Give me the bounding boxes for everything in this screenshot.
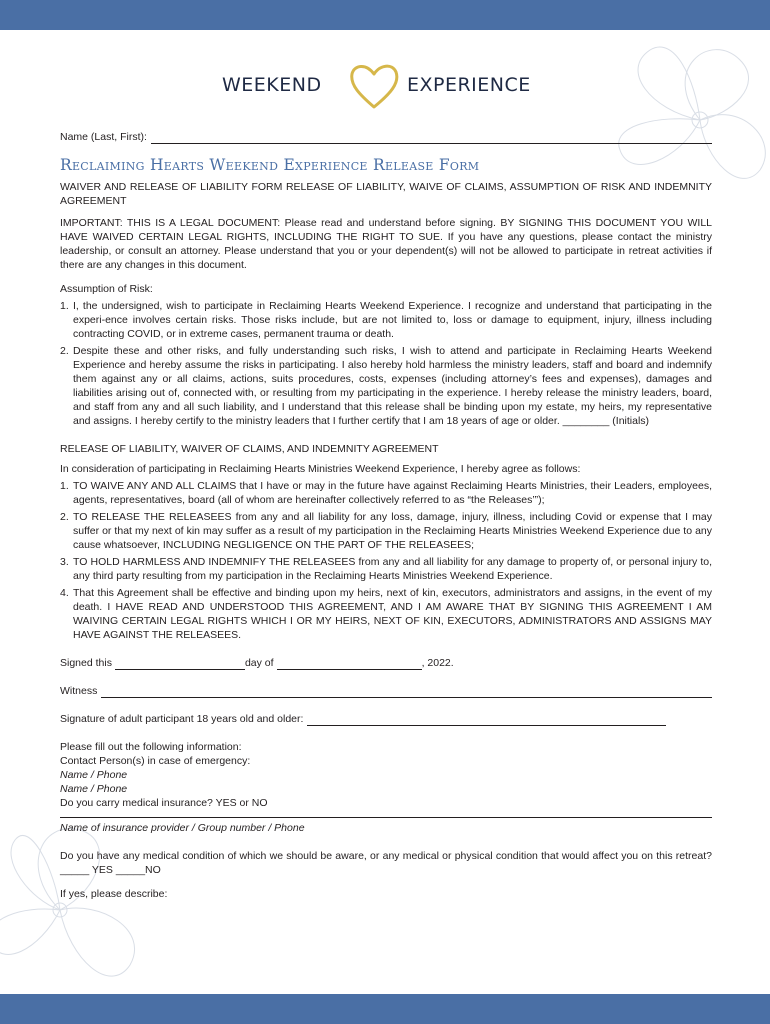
signature-label: Signature of adult participant 18 years old and older: [60, 713, 304, 725]
release-intro: In consideration of participating in Reclaiming Hearts Ministries Weekend Experience, I hereby agree as follows: [60, 463, 581, 475]
day-of-label: day of [244, 657, 274, 669]
risk-heading: Assumption of Risk: [60, 283, 153, 295]
medical-question: Do you have any medical condition of which we should be aware, or any medical or physical condition that would affect you on this retreat? _____ YES _____NO [60, 850, 712, 876]
release-form [60, 122, 712, 901]
name-input-line[interactable] [151, 131, 712, 144]
year-label: , 2022. [421, 657, 454, 669]
risk-list [60, 299, 712, 428]
release-heading: RELEASE OF LIABILITY, WAIVER OF CLAIMS, AND INDEMNITY AGREEMENT [60, 443, 439, 455]
insurance-detail-field[interactable]: Name of insurance provider / Group number / Phone [60, 822, 305, 834]
name-label: Name (Last, First): [60, 131, 147, 143]
signature-row [60, 712, 712, 726]
witness-row [60, 684, 712, 698]
heart-icon [346, 61, 402, 111]
signed-date-row [60, 656, 712, 670]
describe-label: If yes, please describe: [60, 888, 168, 900]
insurance-question: Do you carry medical insurance? YES or NO [60, 797, 268, 809]
logo [0, 56, 770, 112]
list-item: 1. I, the undersigned, wish to participate in Reclaiming Hearts Weekend Experience. I recognize and understand that participating in the experi-ence involves certain risks. Those risks include, but are not limited to, loss or damage to equipment, injury, illness including contracting COVID, or in extreme cases, permanent trauma or death. [60, 300, 712, 340]
list-item: 2. TO RELEASE THE RELEASEES from any and all liability for any loss, damage, injury, illness, including Covid or expense that I may suffer or that my next of kin may suffer as a result of my participation in the Reclaiming Hearts Ministries Weekend Experience due to any cause whatsoever, INCLUDING NEGLIGENCE ON THE PART OF THE RELEASEES; [60, 511, 712, 551]
day-input-line[interactable] [115, 658, 245, 670]
list-item: 2. Despite these and other risks, and fully understanding such risks, I wish to attend and participate in Reclaiming Hearts Weekend Experience and hereby assume the risks in participating. I also hereby hold harmless the ministry leaders, staff and board and indemnify them against any or all claims, actions, suits procedures, costs, expenses (including attorney’s fees and expenses), damages and liabilities arising out of, connected with, or resulting from my participating in the experience. I hereby release the ministry leaders, board, and staff from any and all such liability, and I understand that this release shall be binding upon my estate, my heirs, my representative and assigns. I hereby certify to the ministry leaders that I further certify that I am 18 years of age or older. ________ (Initials) [60, 345, 712, 427]
contacts-label: Contact Person(s) in case of emergency: [60, 755, 251, 767]
release-list [60, 479, 712, 642]
logo-word-experience: EXPERIENCE [407, 74, 531, 96]
bottom-color-bar [0, 994, 770, 1024]
month-input-line[interactable] [277, 658, 422, 670]
contact-1-field[interactable]: Name / Phone [60, 769, 128, 781]
divider [60, 816, 712, 818]
list-item: 3. TO HOLD HARMLESS AND INDEMNIFY THE RELEASEES from any and all liability for any damage to property of, or personal injury to, any third party resulting from my participation in the Reclaiming Hearts Ministries Weekend Experience. [60, 556, 712, 582]
signature-input-line[interactable] [307, 713, 666, 726]
important-notice: IMPORTANT: THIS IS A LEGAL DOCUMENT: Please read and understand before signing. BY SIGNING THIS DOCUMENT YOU WILL HAVE WAIVED CERTAIN LEGAL RIGHTS, INCLUDING THE RIGHT TO SUE. If you have any questions, please contact the ministry leadership, or consult an attorney. Please understand that you or your dependent(s) will not be allowed to participate in retreat activities if there are any changes in this document. [60, 217, 712, 271]
name-field-row [60, 130, 712, 144]
fill-intro: Please fill out the following information: [60, 741, 242, 753]
witness-input-line[interactable] [101, 685, 712, 698]
signed-this-label: Signed this [60, 657, 112, 669]
top-color-bar [0, 0, 770, 30]
waiver-heading: WAIVER AND RELEASE OF LIABILITY FORM RELEASE OF LIABILITY, WAIVE OF CLAIMS, ASSUMPTION OF RISK AND INDEMNITY AGREEMENT [60, 181, 712, 207]
list-item: 1. TO WAIVE ANY AND ALL CLAIMS that I have or may in the future have against Reclaiming Hearts Ministries, their Leaders, employees, agents, representatives, board (all of whom are hereinafter collectively referred to as “the Releases’”); [60, 480, 712, 506]
form-title: Reclaiming Hearts Weekend Experience Release Form [60, 156, 480, 174]
logo-word-weekend: WEEKEND [222, 74, 322, 96]
list-item: 4. That this Agreement shall be effective and binding upon my heirs, next of kin, executors, administrators and assigns, in the event of my death. I HAVE READ AND UNDERSTOOD THIS AGREEMENT, AND I AM AWARE THAT BY SIGNING THIS AGREEMENT I AM WAIVING CERTAIN LEGAL RIGHTS WHICH I OR MY HEIRS, NEXT OF KIN, EXECUTORS, ADMINISTRATORS AND ASSIGNS MAY HAVE AGAINST THE RELEASEES. [60, 587, 712, 641]
contact-2-field: Name / Phone [60, 783, 128, 795]
witness-label: Witness [60, 685, 98, 697]
